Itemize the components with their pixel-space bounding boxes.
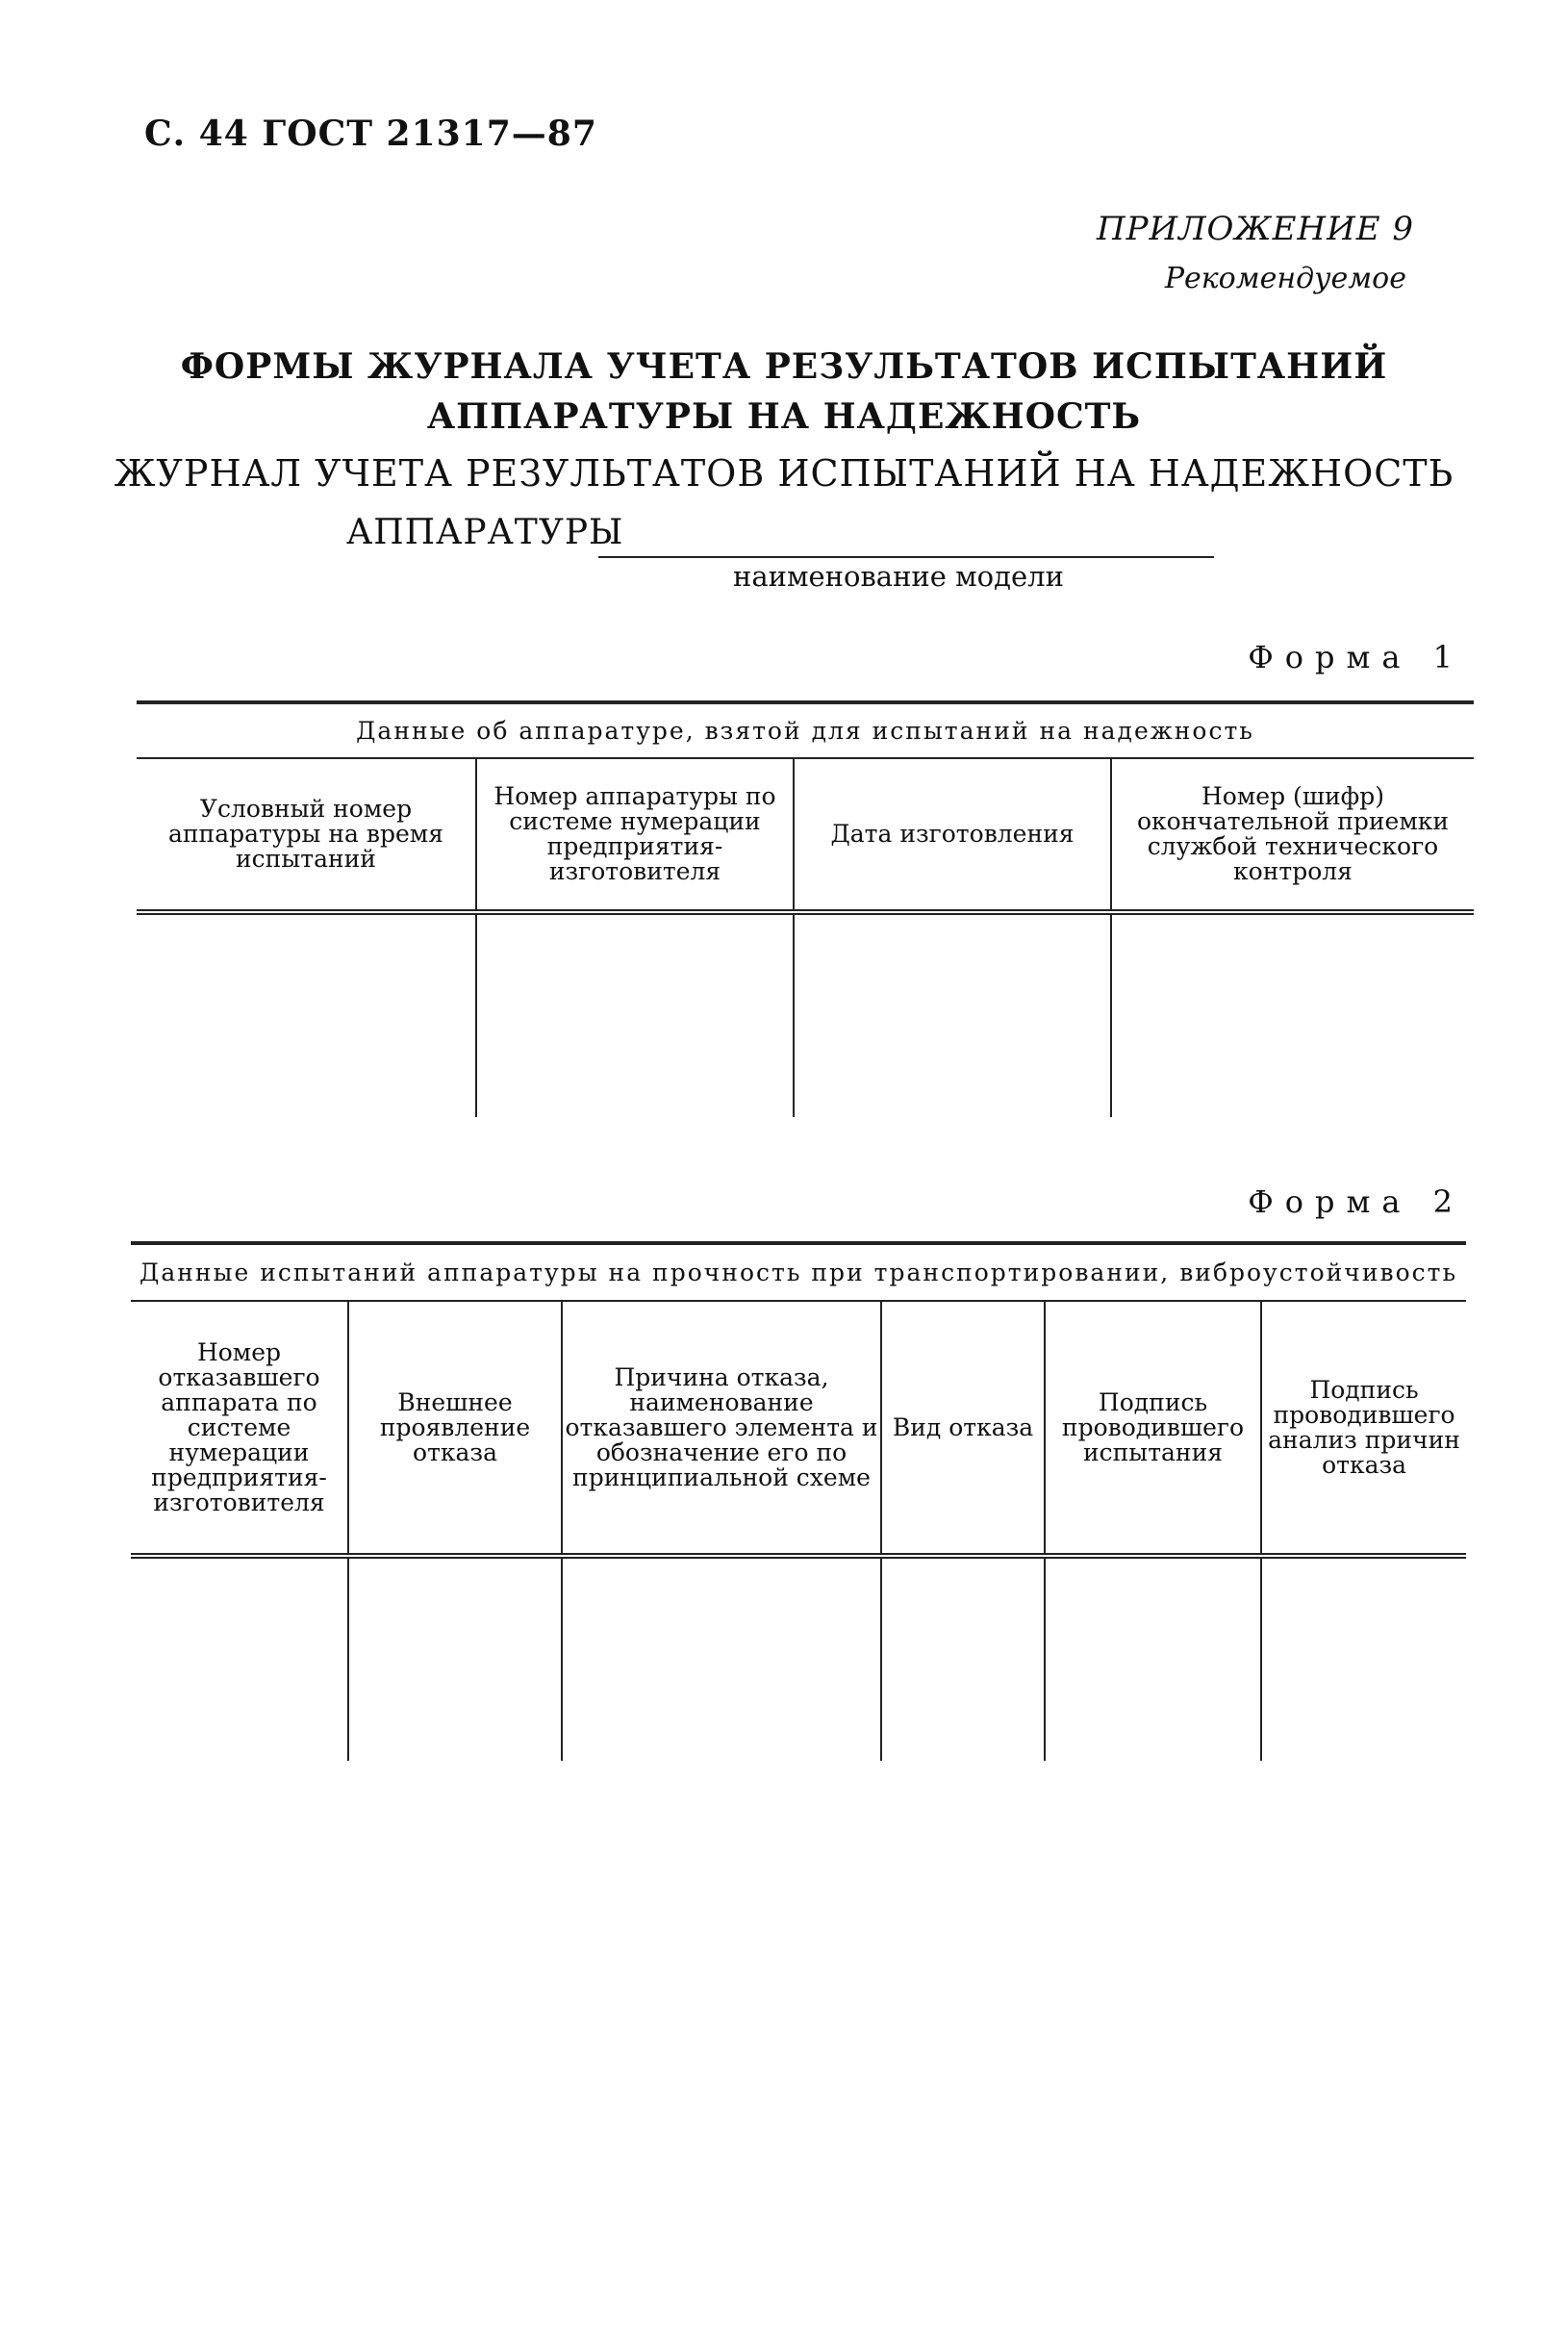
form1-cell: [476, 912, 794, 1117]
form2-cell: [562, 1556, 881, 1761]
form1-cell: [137, 912, 476, 1117]
form2-table: [131, 1241, 1466, 1761]
form2-cell: [1261, 1556, 1466, 1761]
form1-caption: Данные об аппаратуре, взятой для испытаний на надежность: [137, 702, 1474, 758]
form2-col-header: Причина отказа, наименование отказавшего элемента и обозначение его по принципиальной схеме: [562, 1301, 881, 1556]
journal-title: ЖУРНАЛ УЧЕТА РЕЗУЛЬТАТОВ ИСПЫТАНИЙ НА НАДЕЖНОСТЬ: [114, 452, 1454, 495]
form2-label: Форма 2: [1248, 1183, 1464, 1220]
model-caption: наименование модели: [733, 560, 1064, 593]
appendix-label: ПРИЛОЖЕНИЕ 9: [1096, 210, 1414, 248]
form2-col-header: Подпись проводившего анализ причин отказа: [1261, 1301, 1466, 1556]
main-title-line-2: АППАРАТУРЫ НА НАДЕЖНОСТЬ: [426, 396, 1142, 437]
form1-col-header: Дата изготовления: [794, 758, 1111, 912]
form2-cell: [348, 1556, 562, 1761]
main-title: [0, 342, 1568, 442]
recommended-label: Рекомендуемое: [1164, 262, 1406, 295]
form2-cell: [131, 1556, 348, 1761]
form1-table: [137, 700, 1474, 1117]
form1-col-header: Номер аппаратуры по системе нумерации предприятия-изготовителя: [476, 758, 794, 912]
form1-cell: [1111, 912, 1474, 1117]
form2-cell: [1045, 1556, 1261, 1761]
form1-col-header: Номер (шифр) окончательной приемки службой технического контроля: [1111, 758, 1474, 912]
form2-cell: [881, 1556, 1045, 1761]
form1-cell: [794, 912, 1111, 1117]
model-name-blank: [598, 556, 1214, 558]
apparatus-label: АППАРАТУРЫ: [346, 513, 624, 552]
form2-caption: Данные испытаний аппаратуры на прочность при транспортировании, виброустойчивость: [131, 1243, 1466, 1301]
page-header: С. 44 ГОСТ 21317—87: [144, 114, 597, 154]
form1-label: Форма 1: [1248, 639, 1464, 675]
form2-col-header: Вид отказа: [881, 1301, 1045, 1556]
form1-col-header: Условный номер аппаратуры на время испытаний: [137, 758, 476, 912]
form2-col-header: Внешнее проявление отказа: [348, 1301, 562, 1556]
form2-col-header: Номер отказавшего аппарата по системе нумерации предприятия-изготовителя: [131, 1301, 348, 1556]
form2-col-header: Подпись проводившего испытания: [1045, 1301, 1261, 1556]
main-title-line-1: ФОРМЫ ЖУРНАЛА УЧЕТА РЕЗУЛЬТАТОВ ИСПЫТАНИЙ: [180, 346, 1388, 387]
